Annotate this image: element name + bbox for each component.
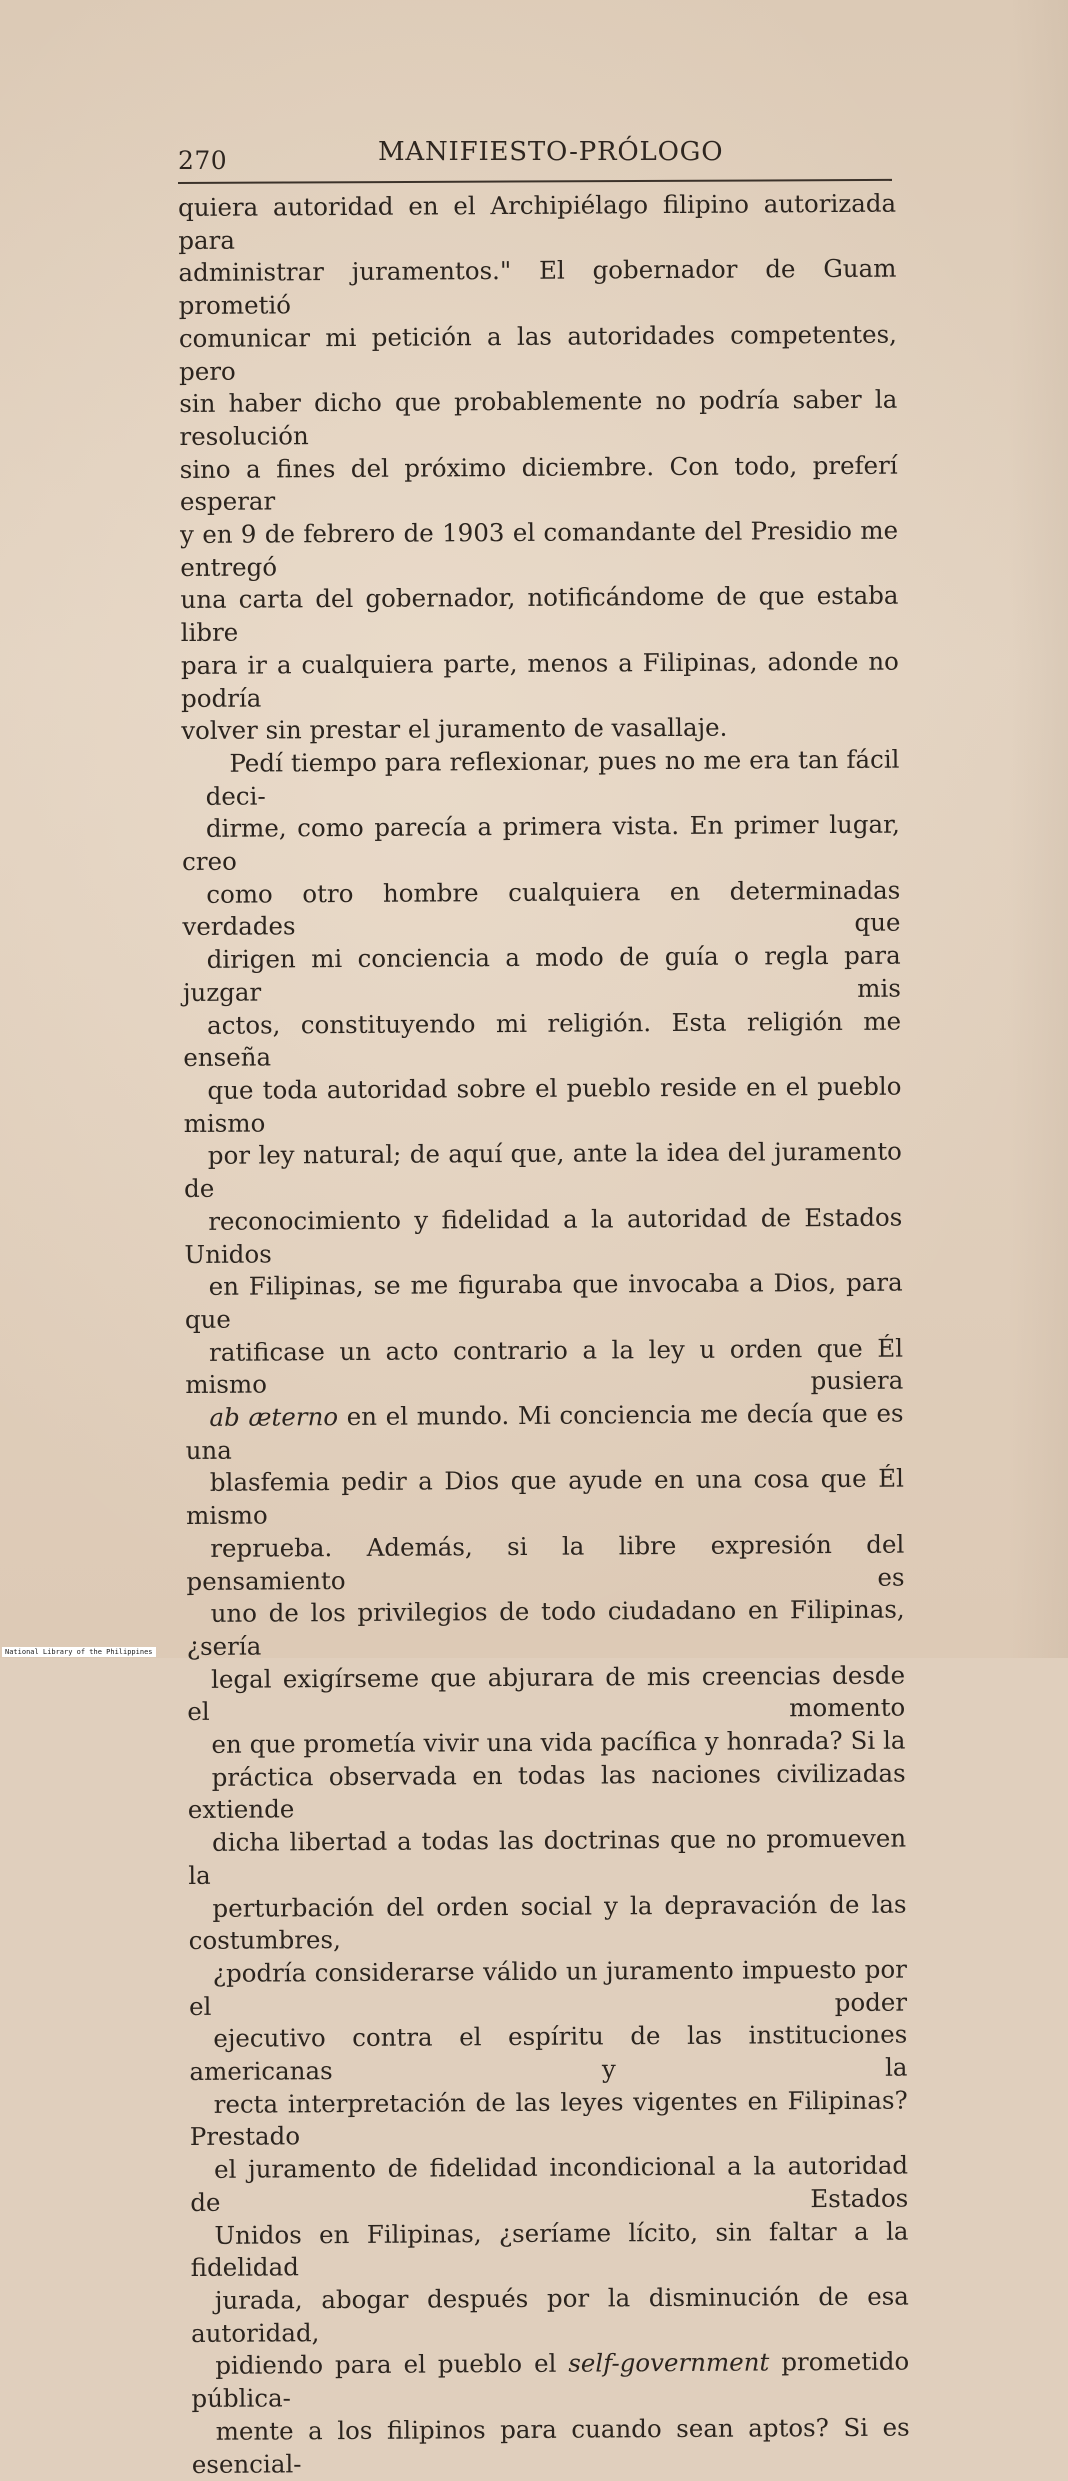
text-line: mente a los filipinos para cuando sean aptos? Si es esencial- [191,2412,910,2479]
text-line: en Filipinas, se me figuraba que invocaba a Dios, para que [184,1267,903,1334]
text-segment: prometido pública- [191,2346,910,2414]
body-text [178,188,910,2481]
text-line: volver sin prestar el juramento de vasallaje. [181,712,728,746]
latin-phrase: ab æterno [209,1402,339,1432]
text-line: en que prometía vivir una vida pacífica y honrada? Si la [211,1725,906,1759]
text-line: una carta del gobernador, notificándome de que estaba libre [180,581,899,648]
text-line: dirme, como parecía a primera vista. En primer lugar, creo [182,809,900,877]
text-line: como otro hombre cualquiera en determinadas verdades que [182,875,901,942]
running-title: MANIFIESTO-PRÓLOGO [378,137,724,167]
page-edge-shadow [1008,0,1068,1658]
text-line: práctica observada en todas las naciones civilizadas extiende [187,1758,906,1825]
page-header [178,134,890,178]
paragraph-1 [178,188,899,748]
text-line: recta interpretación de las leyes vigentes en Filipinas? Prestado [189,2085,908,2152]
text-line: el juramento de fidelidad incondicional a la autoridad de Estados [190,2150,909,2217]
text-line: blasfemia pedir a Dios que ayude en una cosa que Él mismo [185,1464,904,1531]
text-line: comunicar mi petición a las autoridades competentes, pero [178,319,897,386]
text-line: ratificase un acto contrario a la ley u orden que Él mismo pusiera [185,1333,904,1400]
text-line: quiera autoridad en el Archipiélago filipino autorizada para [178,188,897,255]
text-line: sin haber dicho que probablemente no podría saber la resolución [179,384,898,451]
text-line-rest: en el mundo. Mi conciencia me decía que es una [185,1398,904,1465]
library-credit: National Library of the Philippines [2,1647,156,1657]
text-line: por ley natural; de aquí que, ante la idea del juramento de [183,1136,902,1204]
text-line: Unidos en Filipinas, ¿seríame lícito, sin faltar a la fidelidad [190,2216,909,2283]
text-segment: pidiendo para el pueblo el [215,2349,569,2381]
text-line: jurada, abogar después por la disminución de esa autoridad, [190,2281,909,2348]
paragraph-2 [181,744,910,2481]
text-line: que toda autoridad sobre el pueblo reside en el pueblo mismo [183,1071,902,1138]
text-line: perturbación del orden social y la depravación de las costumbres, [188,1889,907,1956]
text-line: reconocimiento y fidelidad a la autoridad de Estados Unidos [184,1202,903,1269]
page-number: 270 [178,146,228,175]
text-line: para ir a cualquiera parte, menos a Filipinas, adonde no podría [180,646,899,713]
text-line: uno de los privilegios de todo ciudadano en Filipinas, ¿sería [186,1594,905,1661]
text-line: legal exigírseme que abjurara de mis creencias desde el momento [187,1660,906,1727]
text-line-self-government [191,2346,909,2416]
text-line: reprueba. Además, si la libre expresión del pensamiento es [186,1529,905,1596]
text-line-latin [185,1398,903,1468]
text-line: dicha libertad a todas las doctrinas que no promueven la [188,1823,907,1890]
text-line: ¿podría considerarse válido un juramento impuesto por el poder [188,1954,908,2021]
text-line: Pedí tiempo para reflexionar, pues no me era tan fácil deci- [205,744,900,811]
header-rule [178,179,892,184]
text-line: sino a fines del próximo diciembre. Con todo, preferí esperar [179,450,898,517]
italic-term: self-government [568,2347,770,2379]
text-line: administrar juramentos." El gobernador de Guam prometió [178,254,897,321]
text-line: actos, constituyendo mi religión. Esta religión me enseña [183,1006,902,1073]
text-line: dirigen mi conciencia a modo de guía o regla para juzgar mis [182,940,901,1007]
text-line: y en 9 de febrero de 1903 el comandante del Presidio me entregó [180,515,899,582]
text-line: ejecutivo contra el espíritu de las instituciones americanas y la [189,2019,908,2087]
